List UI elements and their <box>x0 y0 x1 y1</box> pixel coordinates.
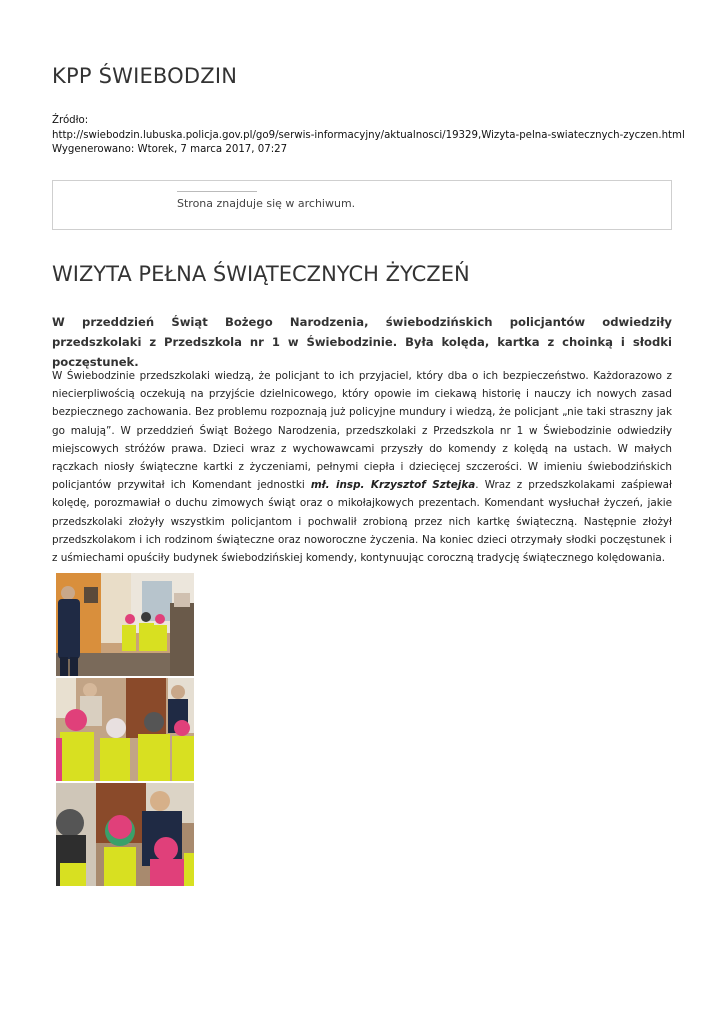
source-label: Źródło: <box>52 115 89 126</box>
archive-divider <box>177 191 257 192</box>
body-text-part1: W Świebodzinie przedszkolaki wiedzą, że policjant to ich przyjaciel, który dba o ich bezpieczeństwo. Każdorazowo z niecierpliwością oczekują na przyjście dzielnicowego, który opowie im ciekawą historię i nauczy ich nowych zasad bezpiecznego zachowania. Bez problemu rozpoznają już policyjne mundury i wiedzą, że policjant „nie taki straszny jak go malują”. W przeddzień Świąt Bożego Narodzenia, przedszkolaki z Przedszkola nr 1 w Świebodzinie odwiedziły miejscowych stróżów prawa. Dzieci wraz z wychowawcami przyszły do komendy z kolędą na ustach. W małych rączkach niosły świąteczne kartki z życzeniami, pełnymi ciepła i dziecięcej szczerości. W imieniu świebodzińskich policjantów przywitał ich Komendant jednostki <box>52 370 672 492</box>
gallery-photo-3[interactable] <box>56 783 194 886</box>
archive-notice-box <box>52 180 672 230</box>
site-title: KPP ŚWIEBODZIN <box>52 64 238 88</box>
gallery-photo-2[interactable] <box>56 678 194 781</box>
body-text-part2: . Wraz z przedszkolakami zaśpiewał kolędę, porozmawiał o duchu zimowych świąt oraz o mikołajkowych prezentach. Komendant wysłuchał życzeń, jakie przedszkolaki złożyły wszystkim policjantom i pochwalił zrobioną przez nich kartkę świąteczną. Następnie złożył przedszkolakom i ich rodzinom świąteczne oraz noworoczne życzenia. Na koniec dzieci otrzymały słodki poczęstunek i z uśmiechami opuściły budynek świebodzińskiej komendy, kontynuując coroczną tradycję świątecznego kolędowania. <box>52 479 672 565</box>
photo-children-hivis-vests <box>56 678 194 781</box>
document-meta <box>52 114 685 158</box>
photo-officer-greeting-children <box>56 573 194 676</box>
generated-date: Wygenerowano: Wtorek, 7 marca 2017, 07:27 <box>52 144 288 155</box>
officer-name: mł. insp. Krzysztof Sztejka <box>310 479 476 492</box>
archive-notice: Strona znajduje się w archiwum. <box>177 197 356 210</box>
article-lead: W przeddzień Świąt Bożego Narodzenia, świebodzińskich policjantów odwiedziły przedszkolaki z Przedszkola nr 1 w Świebodzinie. Była kolęda, kartka z choinką i słodki poczęstunek. <box>52 315 672 369</box>
photo-commander-with-children <box>56 783 194 886</box>
article-body <box>52 367 672 567</box>
source-url[interactable]: http://swiebodzin.lubuska.policja.gov.pl/go9/serwis-informacyjny/aktualnosci/19329,Wizyta-pelna-swiatecznych-zyczen.html <box>52 129 685 141</box>
article-title: WIZYTA PEŁNA ŚWIĄTECZNYCH ŻYCZEŃ <box>52 262 470 286</box>
gallery-photo-1[interactable] <box>56 573 194 676</box>
